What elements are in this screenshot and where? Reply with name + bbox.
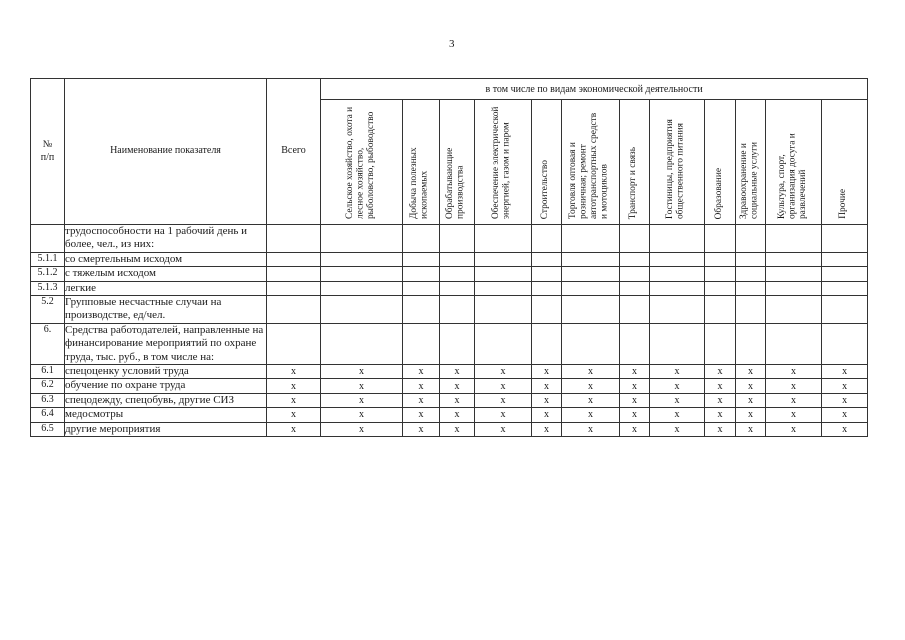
row-value-cell [705,267,736,281]
row-value-cell: x [736,393,766,407]
row-value-cell [562,225,620,253]
row-indicator-name: Групповые несчастные случаи на производстве, ед/чел. [65,296,267,324]
row-value-cell [620,225,650,253]
row-total-cell: x [267,365,321,379]
row-value-cell: x [440,365,475,379]
row-indicator-name: трудоспособности на 1 рабочий день и более, чел., из них: [65,225,267,253]
row-value-cell: x [532,365,562,379]
column-header-activity-label: Транспорт и связь [628,146,639,219]
row-number: 6. [31,323,65,364]
row-value-cell: x [766,408,822,422]
row-value-cell: x [562,379,620,393]
row-value-cell [650,225,705,253]
row-value-cell: x [440,422,475,436]
row-value-cell: x [705,408,736,422]
row-value-cell [650,323,705,364]
row-value-cell: x [475,422,532,436]
row-value-cell: x [475,379,532,393]
row-value-cell [650,252,705,266]
row-value-cell [532,296,562,324]
row-indicator-name: со смертельным исходом [65,252,267,266]
row-total-cell [267,323,321,364]
row-value-cell: x [705,365,736,379]
row-indicator-name: другие мероприятия [65,422,267,436]
row-value-cell: x [321,393,403,407]
row-total-cell [267,252,321,266]
row-value-cell: x [562,422,620,436]
row-value-cell [440,296,475,324]
row-value-cell [532,323,562,364]
row-value-cell [705,296,736,324]
row-value-cell [620,296,650,324]
row-number: 5.1.2 [31,267,65,281]
row-value-cell: x [705,422,736,436]
row-value-cell [321,281,403,295]
column-header-activity [440,100,475,225]
row-value-cell [766,267,822,281]
row-value-cell: x [822,379,868,393]
column-header-activity-label: Обеспечение электрической энергией, газом и паром [491,106,512,219]
row-value-cell [650,267,705,281]
row-value-cell [650,281,705,295]
row-total-cell [267,296,321,324]
row-value-cell [822,296,868,324]
row-value-cell: x [321,379,403,393]
column-header-activity-label: Гостиницы, предприятия общественного питания [665,119,686,219]
row-value-cell: x [650,365,705,379]
table-row [31,267,868,281]
row-value-cell: x [650,393,705,407]
row-value-cell [562,281,620,295]
row-value-cell [532,252,562,266]
table-row [31,365,868,379]
row-value-cell: x [705,393,736,407]
row-indicator-name: легкие [65,281,267,295]
row-value-cell: x [475,393,532,407]
row-value-cell: x [822,422,868,436]
row-value-cell [321,225,403,253]
row-value-cell [736,296,766,324]
row-value-cell: x [620,422,650,436]
row-value-cell [475,323,532,364]
row-value-cell: x [321,422,403,436]
row-value-cell [620,252,650,266]
column-header-activity-label: Обрабатывающие производства [445,147,466,219]
row-value-cell [321,323,403,364]
column-header-activity-label: Сельское хозяйство, охота и лесное хозяйство, рыболовство, рыбоводство [344,106,376,219]
row-value-cell [822,281,868,295]
row-value-cell [822,267,868,281]
row-value-cell: x [822,408,868,422]
row-value-cell [403,281,440,295]
row-value-cell: x [403,393,440,407]
row-value-cell: x [736,408,766,422]
row-value-cell [562,323,620,364]
column-header-activity [705,100,736,225]
row-value-cell [705,252,736,266]
column-header-activity [321,100,403,225]
row-number: 6.1 [31,365,65,379]
row-value-cell: x [440,379,475,393]
row-total-cell: x [267,379,321,393]
row-value-cell: x [403,365,440,379]
row-value-cell [766,323,822,364]
row-indicator-name: спецодежду, спецобувь, другие СИЗ [65,393,267,407]
row-total-cell [267,225,321,253]
column-header-number: № п/п [31,79,65,225]
row-value-cell: x [403,408,440,422]
row-number: 5.2 [31,296,65,324]
row-value-cell: x [736,365,766,379]
column-header-activity [822,100,868,225]
column-header-activity-label: Здравоохранение и социальные услуги [738,142,760,219]
table-row [31,252,868,266]
row-number: 6.4 [31,408,65,422]
row-value-cell [766,252,822,266]
row-value-cell [532,225,562,253]
row-indicator-name: Средства работодателей, направленные на финансирование мероприятий по охране труда, тыс. руб., в том числе на: [65,323,267,364]
row-value-cell [403,267,440,281]
row-value-cell [403,323,440,364]
row-value-cell: x [532,408,562,422]
table-row [31,225,868,253]
row-value-cell [440,281,475,295]
row-total-cell: x [267,408,321,422]
row-value-cell: x [736,422,766,436]
row-value-cell [475,296,532,324]
row-value-cell [736,323,766,364]
row-value-cell: x [562,408,620,422]
row-value-cell: x [650,379,705,393]
row-value-cell: x [562,393,620,407]
row-value-cell [475,225,532,253]
row-value-cell [650,296,705,324]
table-row [31,408,868,422]
row-value-cell: x [321,408,403,422]
row-value-cell [766,225,822,253]
row-value-cell [705,323,736,364]
column-header-name: Наименование показателя [65,79,267,225]
table-row [31,422,868,436]
row-value-cell [705,281,736,295]
column-header-activity [532,100,562,225]
row-value-cell [532,281,562,295]
row-indicator-name: спецоценку условий труда [65,365,267,379]
row-value-cell [321,252,403,266]
row-total-cell [267,267,321,281]
row-value-cell [321,267,403,281]
row-value-cell: x [650,408,705,422]
row-value-cell: x [321,365,403,379]
row-value-cell: x [650,422,705,436]
row-value-cell: x [620,393,650,407]
row-value-cell [440,252,475,266]
row-value-cell [475,281,532,295]
row-value-cell: x [736,379,766,393]
row-value-cell [766,281,822,295]
row-value-cell: x [766,422,822,436]
row-value-cell: x [766,379,822,393]
row-value-cell [766,296,822,324]
table-body [31,225,868,437]
row-number: 6.5 [31,422,65,436]
row-value-cell: x [620,379,650,393]
row-number [31,225,65,253]
row-value-cell [403,252,440,266]
column-header-total: Всего [267,79,321,225]
row-value-cell: x [822,365,868,379]
row-number: 5.1.1 [31,252,65,266]
column-header-activity-label: Прочие [838,189,849,219]
row-value-cell: x [475,408,532,422]
row-value-cell [736,267,766,281]
row-number: 5.1.3 [31,281,65,295]
row-value-cell [321,296,403,324]
table-row [31,296,868,324]
table-header [31,79,868,225]
row-value-cell: x [403,379,440,393]
row-value-cell [736,225,766,253]
row-value-cell [562,267,620,281]
row-value-cell [403,225,440,253]
row-value-cell: x [620,408,650,422]
row-value-cell: x [766,393,822,407]
indicators-table [30,78,868,437]
row-number: 6.3 [31,393,65,407]
row-value-cell [440,323,475,364]
row-value-cell [562,296,620,324]
row-value-cell [440,225,475,253]
row-value-cell: x [440,393,475,407]
row-value-cell: x [532,422,562,436]
column-header-activity [403,100,440,225]
column-header-activity [650,100,705,225]
row-value-cell [440,267,475,281]
row-value-cell [403,296,440,324]
column-header-activity-label: Культура, спорт, организация досуга и развлечений [776,133,808,219]
row-indicator-name: с тяжелым исходом [65,267,267,281]
row-total-cell: x [267,422,321,436]
row-value-cell: x [403,422,440,436]
row-indicator-name: медосмотры [65,408,267,422]
row-number: 6.2 [31,379,65,393]
row-value-cell [705,225,736,253]
row-total-cell [267,281,321,295]
page-number: 3 [449,38,455,50]
row-value-cell: x [532,379,562,393]
row-value-cell: x [475,365,532,379]
column-header-activity-label: Добыча полезных ископаемых [409,147,430,219]
row-indicator-name: обучение по охране труда [65,379,267,393]
column-header-activity [766,100,822,225]
row-value-cell [822,252,868,266]
row-value-cell: x [532,393,562,407]
row-value-cell [736,281,766,295]
row-value-cell [736,252,766,266]
column-header-activity-label: Торговля оптовая и розничная; ремонт автотранспортных средств и мотоциклов [568,112,611,219]
table-row [31,281,868,295]
column-group-header: в том числе по видам экономической деятельности [321,79,868,100]
row-value-cell [620,267,650,281]
row-value-cell: x [766,365,822,379]
row-value-cell: x [440,408,475,422]
row-value-cell: x [705,379,736,393]
table-row [31,393,868,407]
row-value-cell: x [620,365,650,379]
column-header-activity [736,100,766,225]
row-value-cell [562,252,620,266]
table-row [31,379,868,393]
row-total-cell: x [267,393,321,407]
row-value-cell: x [562,365,620,379]
row-value-cell [475,252,532,266]
column-header-activity-label: Образование [713,167,724,219]
row-value-cell [822,323,868,364]
row-value-cell [475,267,532,281]
column-header-activity [562,100,620,225]
row-value-cell: x [822,393,868,407]
table-row [31,323,868,364]
column-header-activity-label: Строительство [540,159,551,219]
row-value-cell [532,267,562,281]
row-value-cell [620,281,650,295]
row-value-cell [822,225,868,253]
column-header-activity [475,100,532,225]
row-value-cell [620,323,650,364]
column-header-activity [620,100,650,225]
